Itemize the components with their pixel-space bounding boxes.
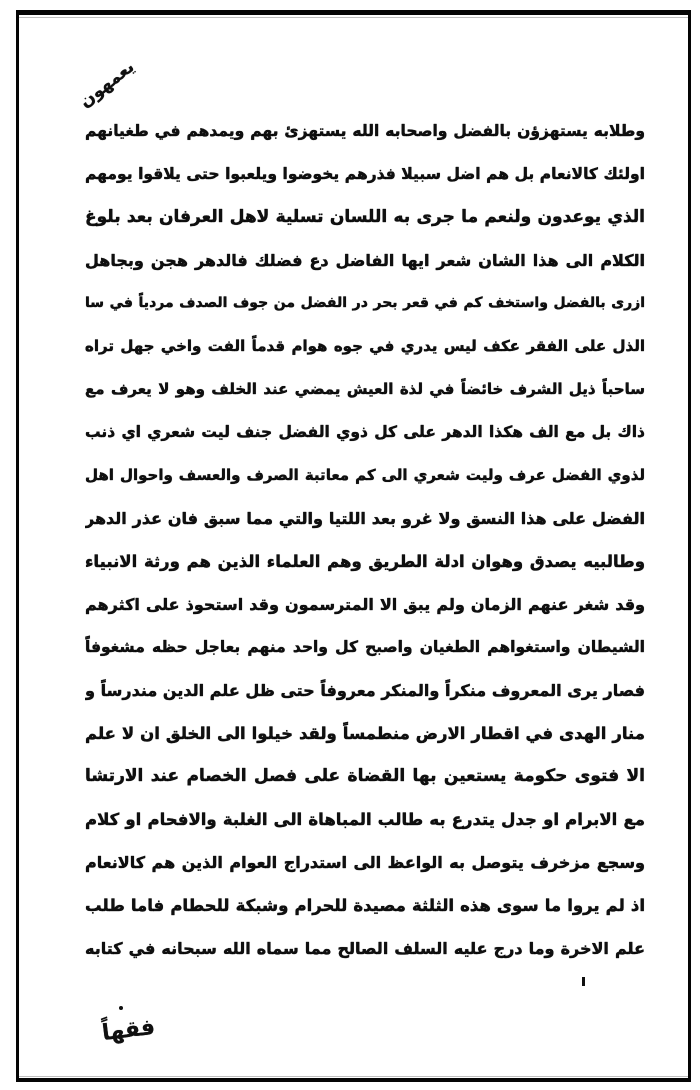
scan-speck (119, 1006, 123, 1010)
text-line: علم الاخرة وما درج عليه السلف الصالح مما سماه الله سبحانه في كتابه (85, 939, 645, 958)
text-line: الفضل على هذا النسق ولا غرو بعد اللتيا والتي مما سبق فان عذر الدهر (85, 509, 645, 528)
text-line: اولئك كالانعام بل هم اضل سبيلا فذرهم يخوضوا ويلعبوا حتى يلاقوا يومهم (85, 165, 645, 183)
text-line: ساحباً ذيل الشرف خائضاً في لذة العيش يمضي عند الخلف وهو لا يعرف مع (85, 380, 645, 398)
text-block (85, 110, 645, 970)
text-line: فصار يرى المعروف منكراً والمنكر معروفاً حتى ظل علم الدين مندرساً و (85, 681, 645, 700)
margin-note: يعمهون (75, 56, 139, 112)
text-line: لذوي الفضل عرف وليت شعري الى كم معاتبة الصرف والعسف واحوال اهل (85, 466, 645, 484)
text-line: الشيطان واستغواهم الطغيان واصبح كل واحد منهم بعاجل حظه مشغوفاً (85, 638, 645, 656)
text-line: منار الهدى في اقطار الارض منطمساً ولقد خيلوا الى الخلق ان لا علم (85, 724, 645, 743)
text-line: وقد شغر عنهم الزمان ولم يبق الا المترسمون وقد استحوذ على اكثرهم (85, 595, 645, 614)
catchword: فقهاً (100, 1014, 157, 1047)
text-line: الا فتوى حكومة يستعين بها القضاة على فصل الخصام عند الارتشا (85, 766, 645, 786)
text-line: الكلام الى هذا الشان شعر ايها الفاضل دع فضلك فالدهر هجن وبجاهل (85, 251, 645, 270)
text-line: وطالبيه يصدق وهوان ادلة الطريق وهم العلماء الذين هم ورثة الانبياء (85, 552, 645, 571)
text-line: مع الابرام او جدل يتدرع به طالب المباهاة الى الغلبة والافحام او كلام (85, 810, 645, 829)
text-line: وسجع مزخرف يتوصل به الواعظ الى استدراج العوام الذين هم كالانعام (85, 853, 645, 872)
scan-speck (582, 977, 585, 986)
text-line: ازرى بالفضل واستخف كم في قعر بحر در الفضل من جوف الصدف مردياً في سا (85, 295, 645, 311)
text-line: الذل على الفقر عكف ليس يدري في جوه هوام قدماً الفت واخي جهل تراه (85, 337, 645, 355)
text-line: الذي يوعدون ولنعم ما جرى به اللسان تسلية لاهل العرفان بعد بلوغ (85, 207, 645, 227)
text-line: ذاك بل مع الف هكذا الدهر على كل ذوي الفضل جنف ليت شعري اي ذنب (85, 423, 645, 441)
text-line: وطلابه يستهزؤن بالفضل واصحابه الله يستهزئ بهم ويمدهم في طغيانهم (85, 122, 645, 140)
text-line: اذ لم يروا ما سوى هذه الثلثة مصيدة للحرام وشبكة للحطام فاما طلب (85, 896, 645, 915)
